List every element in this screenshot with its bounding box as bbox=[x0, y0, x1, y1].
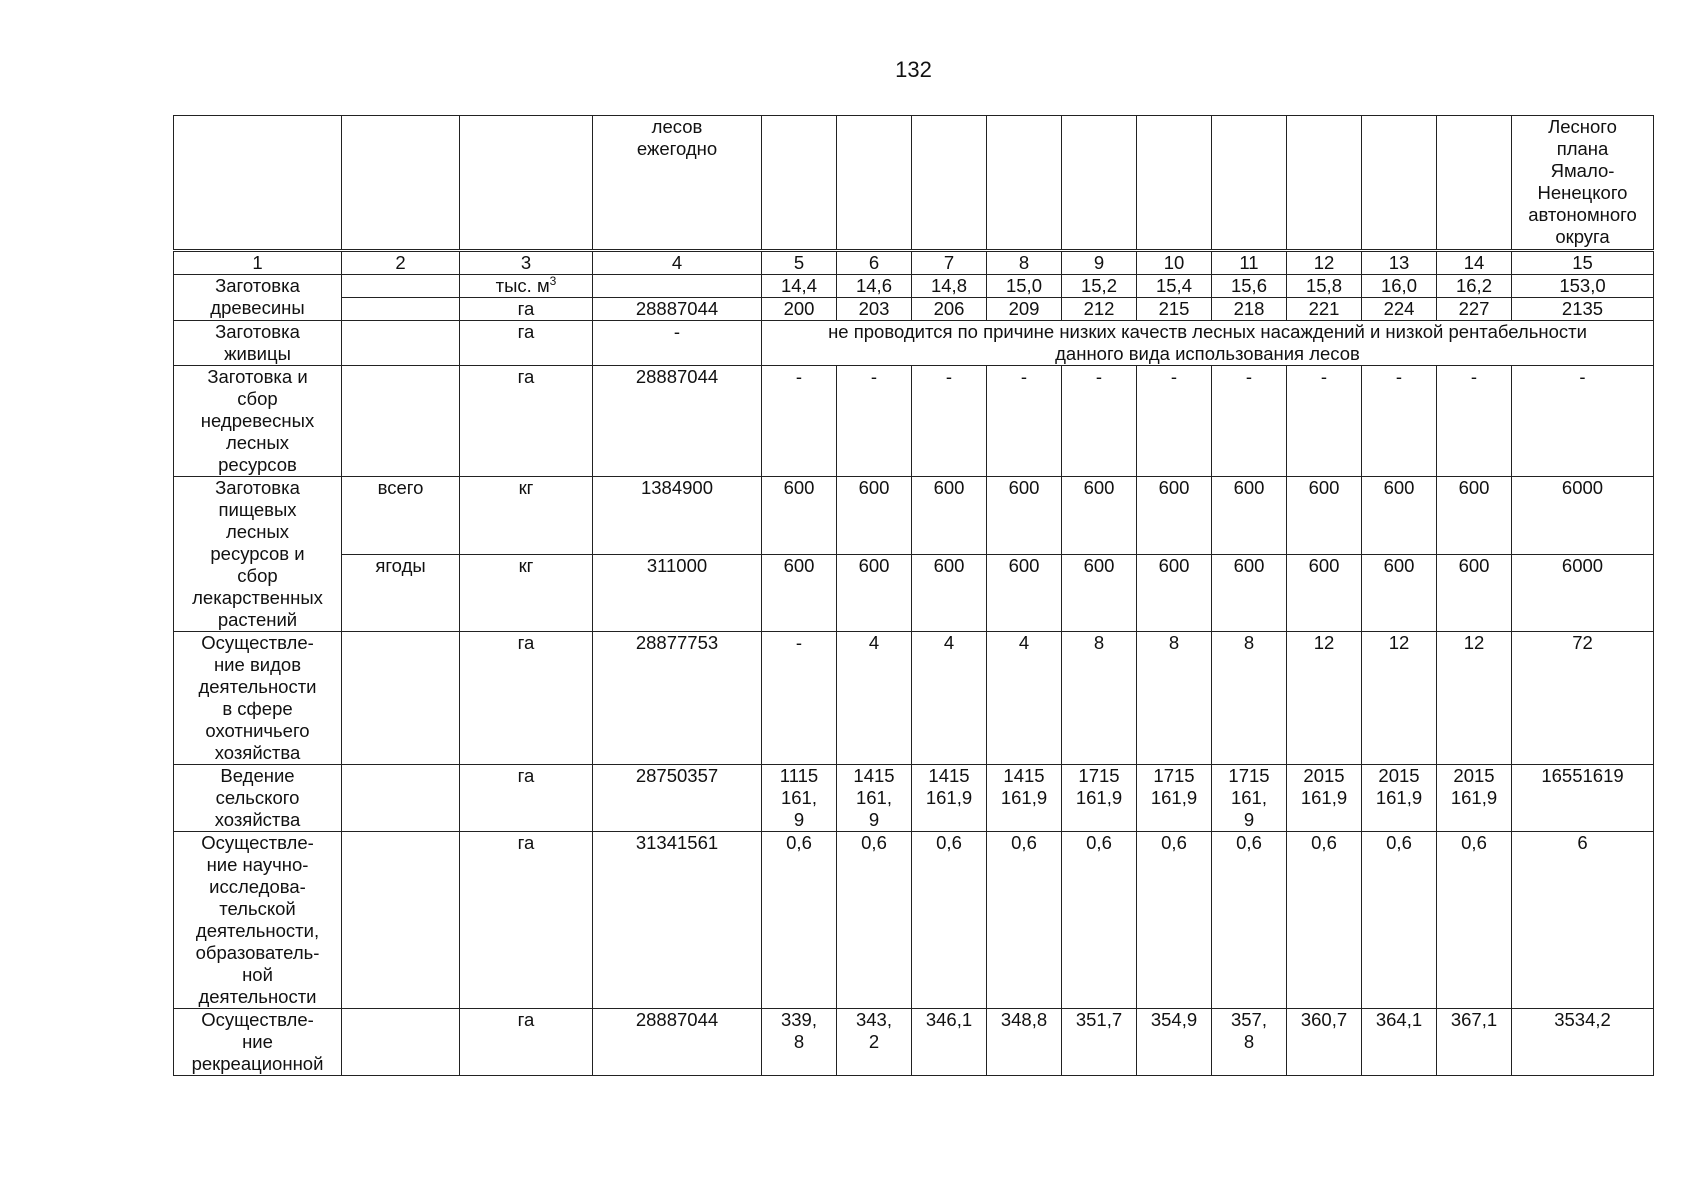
value-cell: 2015 161,9 bbox=[1287, 765, 1362, 832]
value-cell: 600 bbox=[762, 477, 837, 555]
value-cell: 221 bbox=[1287, 298, 1362, 321]
value-cell: 15,0 bbox=[987, 275, 1062, 298]
value-cell: - bbox=[1212, 366, 1287, 477]
value-cell: 227 bbox=[1437, 298, 1512, 321]
area-cell: 28887044 bbox=[593, 366, 762, 477]
unit-cell: кг bbox=[460, 554, 593, 632]
value-cell: 600 bbox=[1287, 477, 1362, 555]
value-cell: 600 bbox=[1212, 477, 1287, 555]
value-cell: 8 bbox=[1062, 632, 1137, 765]
value-cell: 600 bbox=[987, 554, 1062, 632]
unit-cell: га bbox=[460, 321, 593, 366]
area-cell bbox=[593, 275, 762, 298]
value-cell: 14,4 bbox=[762, 275, 837, 298]
unit-cell: га bbox=[460, 765, 593, 832]
value-cell: 14,6 bbox=[837, 275, 912, 298]
row-name: Осуществле- ние рекреационной bbox=[174, 1009, 342, 1076]
value-cell: - bbox=[1287, 366, 1362, 477]
value-cell: 1115 161, 9 bbox=[762, 765, 837, 832]
total-cell: - bbox=[1512, 366, 1654, 477]
value-cell: 600 bbox=[1062, 554, 1137, 632]
unit-cell: га bbox=[460, 632, 593, 765]
value-cell: - bbox=[912, 366, 987, 477]
area-cell: 28887044 bbox=[593, 298, 762, 321]
value-cell: 354,9 bbox=[1137, 1009, 1212, 1076]
total-cell: 6000 bbox=[1512, 554, 1654, 632]
table-row bbox=[174, 632, 1654, 765]
value-cell: 600 bbox=[1437, 554, 1512, 632]
value-cell: 16,0 bbox=[1362, 275, 1437, 298]
col-number: 5 bbox=[762, 251, 837, 275]
value-cell: - bbox=[1137, 366, 1212, 477]
area-cell: 28887044 bbox=[593, 1009, 762, 1076]
value-cell: 600 bbox=[1212, 554, 1287, 632]
table-row bbox=[174, 366, 1654, 477]
total-cell: 72 bbox=[1512, 632, 1654, 765]
value-cell: 15,4 bbox=[1137, 275, 1212, 298]
value-cell: 1715 161,9 bbox=[1062, 765, 1137, 832]
value-cell: 206 bbox=[912, 298, 987, 321]
page-number: 132 bbox=[895, 57, 932, 82]
value-cell: 364,1 bbox=[1362, 1009, 1437, 1076]
table-row bbox=[174, 554, 1654, 632]
value-cell: 0,6 bbox=[1212, 832, 1287, 1009]
col-number: 15 bbox=[1512, 251, 1654, 275]
value-cell: 0,6 bbox=[1062, 832, 1137, 1009]
value-cell: 0,6 bbox=[762, 832, 837, 1009]
value-cell: 200 bbox=[762, 298, 837, 321]
value-cell: 209 bbox=[987, 298, 1062, 321]
total-cell: 2135 bbox=[1512, 298, 1654, 321]
total-cell: 153,0 bbox=[1512, 275, 1654, 298]
header-continuation-row bbox=[174, 116, 1654, 251]
sub-cell: ягоды bbox=[342, 554, 460, 632]
unit-cell: га bbox=[460, 832, 593, 1009]
value-cell: 212 bbox=[1062, 298, 1137, 321]
resin-note: не проводится по причине низких качеств лесных насаждений и низкой рентабельности данного вида использования лесов bbox=[762, 321, 1654, 366]
column-number-row bbox=[174, 251, 1654, 275]
col-number: 11 bbox=[1212, 251, 1287, 275]
value-cell: 218 bbox=[1212, 298, 1287, 321]
value-cell: 4 bbox=[987, 632, 1062, 765]
value-cell: 12 bbox=[1437, 632, 1512, 765]
value-cell: - bbox=[1362, 366, 1437, 477]
value-cell: 15,2 bbox=[1062, 275, 1137, 298]
value-cell: 600 bbox=[912, 554, 987, 632]
col-number: 9 bbox=[1062, 251, 1137, 275]
sub-cell: всего bbox=[342, 477, 460, 555]
value-cell: - bbox=[762, 632, 837, 765]
col-number: 8 bbox=[987, 251, 1062, 275]
value-cell: 15,6 bbox=[1212, 275, 1287, 298]
col-number: 13 bbox=[1362, 251, 1437, 275]
value-cell: 351,7 bbox=[1062, 1009, 1137, 1076]
value-cell: 367,1 bbox=[1437, 1009, 1512, 1076]
col-number: 4 bbox=[593, 251, 762, 275]
unit-cell: тыс. $м^3$ bbox=[460, 275, 593, 298]
value-cell: 8 bbox=[1212, 632, 1287, 765]
table-row bbox=[174, 321, 1654, 366]
value-cell: 0,6 bbox=[987, 832, 1062, 1009]
value-cell: 4 bbox=[837, 632, 912, 765]
total-cell: 6 bbox=[1512, 832, 1654, 1009]
unit-cell: га bbox=[460, 366, 593, 477]
col-number: 2 bbox=[342, 251, 460, 275]
col-number: 7 bbox=[912, 251, 987, 275]
value-cell: 600 bbox=[1062, 477, 1137, 555]
value-cell: 600 bbox=[912, 477, 987, 555]
forest-use-table bbox=[173, 115, 1654, 1076]
value-cell: 0,6 bbox=[1437, 832, 1512, 1009]
table-row bbox=[174, 275, 1654, 298]
area-cell: 28750357 bbox=[593, 765, 762, 832]
col-number: 10 bbox=[1137, 251, 1212, 275]
value-cell: 360,7 bbox=[1287, 1009, 1362, 1076]
area-cell: 31341561 bbox=[593, 832, 762, 1009]
value-cell: 339, 8 bbox=[762, 1009, 837, 1076]
table-row bbox=[174, 1009, 1654, 1076]
row-name: Осуществле- ние видов деятельности в сфере охотничьего хозяйства bbox=[174, 632, 342, 765]
col-number: 12 bbox=[1287, 251, 1362, 275]
value-cell: 4 bbox=[912, 632, 987, 765]
value-cell: 1415 161, 9 bbox=[837, 765, 912, 832]
value-cell: 346,1 bbox=[912, 1009, 987, 1076]
value-cell: 600 bbox=[1287, 554, 1362, 632]
unit-cell: га bbox=[460, 298, 593, 321]
total-cell: 16551619 bbox=[1512, 765, 1654, 832]
value-cell: 0,6 bbox=[1287, 832, 1362, 1009]
value-cell: 1415 161,9 bbox=[987, 765, 1062, 832]
table-row bbox=[174, 832, 1654, 1009]
value-cell: 215 bbox=[1137, 298, 1212, 321]
value-cell: 600 bbox=[1137, 554, 1212, 632]
area-cell: 311000 bbox=[593, 554, 762, 632]
value-cell: 203 bbox=[837, 298, 912, 321]
value-cell: 2015 161,9 bbox=[1437, 765, 1512, 832]
total-cell: 6000 bbox=[1512, 477, 1654, 555]
table-row bbox=[174, 765, 1654, 832]
value-cell: 600 bbox=[1362, 554, 1437, 632]
value-cell: 0,6 bbox=[1362, 832, 1437, 1009]
value-cell: 357, 8 bbox=[1212, 1009, 1287, 1076]
value-cell: 12 bbox=[1287, 632, 1362, 765]
area-cell: 28877753 bbox=[593, 632, 762, 765]
value-cell: 1715 161,9 bbox=[1137, 765, 1212, 832]
value-cell: 600 bbox=[837, 554, 912, 632]
value-cell: 224 bbox=[1362, 298, 1437, 321]
area-cell: - bbox=[593, 321, 762, 366]
value-cell: 600 bbox=[837, 477, 912, 555]
value-cell: 1415 161,9 bbox=[912, 765, 987, 832]
row-name: Осуществле- ние научно- исследова- тельской деятельности, образователь- ной деятельности bbox=[174, 832, 342, 1009]
row-name: Заготовка живицы bbox=[174, 321, 342, 366]
value-cell: 2015 161,9 bbox=[1362, 765, 1437, 832]
header-col4: лесов ежегодно bbox=[593, 116, 762, 251]
value-cell: 600 bbox=[987, 477, 1062, 555]
table-row bbox=[174, 477, 1654, 555]
col-number: 14 bbox=[1437, 251, 1512, 275]
area-cell: 1384900 bbox=[593, 477, 762, 555]
value-cell: 1715 161, 9 bbox=[1212, 765, 1287, 832]
value-cell: 15,8 bbox=[1287, 275, 1362, 298]
value-cell: 600 bbox=[762, 554, 837, 632]
unit-cell: кг bbox=[460, 477, 593, 555]
col-number: 3 bbox=[460, 251, 593, 275]
row-name: Заготовка пищевых лесных ресурсов и сбор лекарственных растений bbox=[174, 477, 342, 632]
unit-cell: га bbox=[460, 1009, 593, 1076]
value-cell: - bbox=[762, 366, 837, 477]
value-cell: - bbox=[1062, 366, 1137, 477]
value-cell: - bbox=[1437, 366, 1512, 477]
value-cell: 600 bbox=[1362, 477, 1437, 555]
value-cell: 0,6 bbox=[1137, 832, 1212, 1009]
value-cell: - bbox=[987, 366, 1062, 477]
col-number: 1 bbox=[174, 251, 342, 275]
value-cell: 343, 2 bbox=[837, 1009, 912, 1076]
value-cell: 600 bbox=[1137, 477, 1212, 555]
col-number: 6 bbox=[837, 251, 912, 275]
value-cell: 8 bbox=[1137, 632, 1212, 765]
value-cell: 16,2 bbox=[1437, 275, 1512, 298]
value-cell: 0,6 bbox=[837, 832, 912, 1009]
total-cell: 3534,2 bbox=[1512, 1009, 1654, 1076]
row-name: Заготовка и сбор недревесных лесных ресурсов bbox=[174, 366, 342, 477]
value-cell: - bbox=[837, 366, 912, 477]
value-cell: 12 bbox=[1362, 632, 1437, 765]
value-cell: 0,6 bbox=[912, 832, 987, 1009]
value-cell: 348,8 bbox=[987, 1009, 1062, 1076]
row-name: Заготовка древесины bbox=[174, 275, 342, 321]
row-name: Ведение сельского хозяйства bbox=[174, 765, 342, 832]
header-col15: Лесного плана Ямало- Ненецкого автономного округа bbox=[1512, 116, 1654, 251]
table-row bbox=[174, 298, 1654, 321]
value-cell: 600 bbox=[1437, 477, 1512, 555]
value-cell: 14,8 bbox=[912, 275, 987, 298]
